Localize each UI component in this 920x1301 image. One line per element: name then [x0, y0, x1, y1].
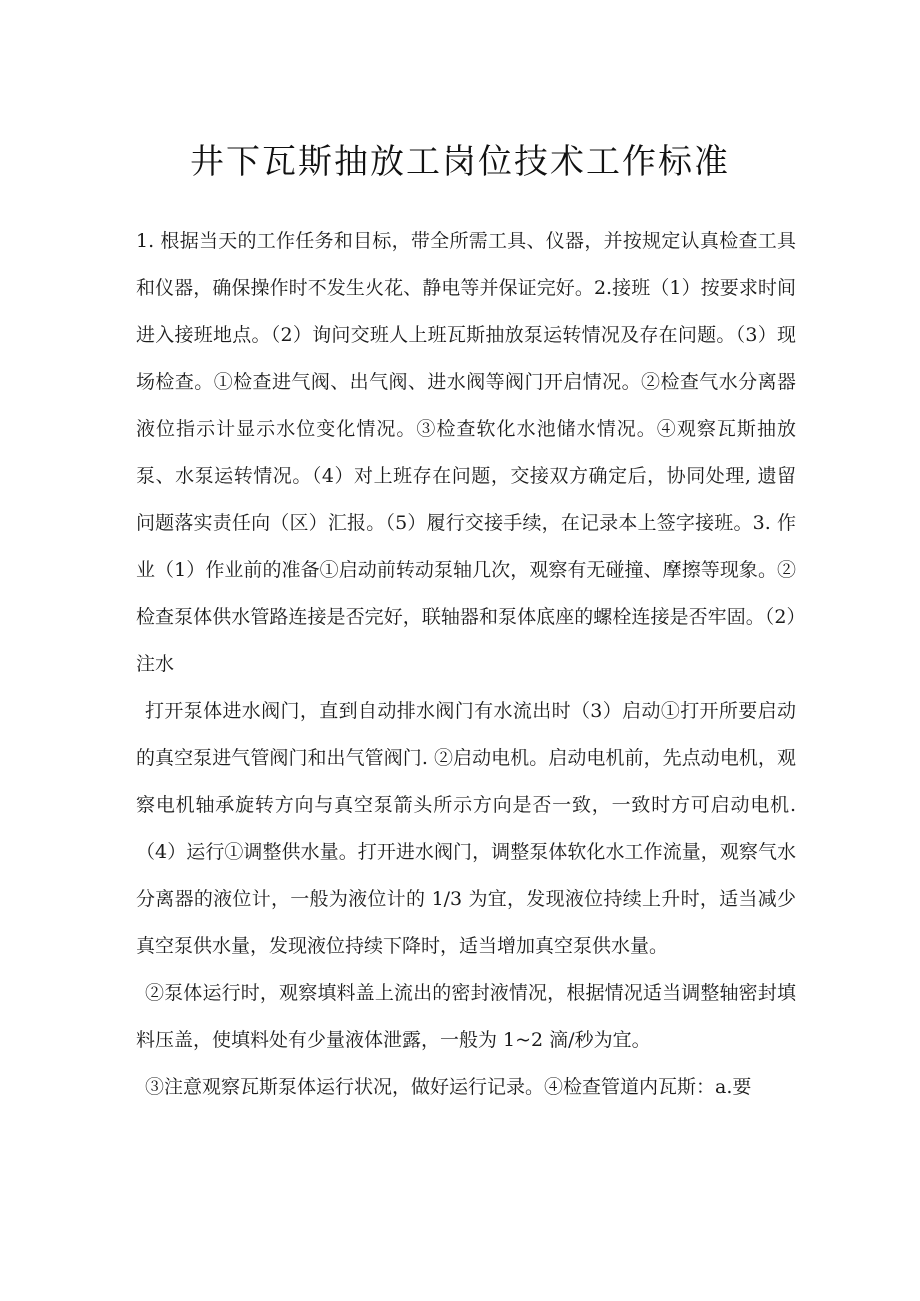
- paragraph-shift-handover: 1. 根据当天的工作任务和目标，带全所需工具、仪器，并按规定认真检查工具和仪器，确保操作时不发生火花、静电等并保证完好。2.接班（1）按要求时间进入接班地点。（2）询问交班人上班瓦斯抽放泵运转情况及存在问题。（3）现场检查。①检查进气阀、出气阀、进水阀等阀门开启情况。②检查气水分离器液位指示计显示水位变化情况。③检查软化水池储水情况。④观察瓦斯抽放泵、水泵运转情况。（4）对上班存在问题，交接双方确定后，协同处理, 遗留问题落实责任向（区）汇报。（5）履行交接手续，在记录本上签字接班。3. 作业（1）作业前的准备①启动前转动泵轴几次，观察有无碰撞、摩擦等现象。②检查泵体供水管路连接是否完好，联轴器和泵体底座的螺栓连接是否牢固。（2）注水: [136, 230, 796, 675]
- document-title: 井下瓦斯抽放工岗位技术工作标准: [190, 142, 730, 182]
- paragraph-startup-operation: 打开泵体进水阀门，直到自动排水阀门有水流出时（3）启动①打开所要启动的真空泵进气管阀门和出气管阀门. ②启动电机。启动电机前，先点动电机，观察电机轴承旋转方向与真空泵箭头所示方向是否一致，一致时方可启动电机.（4）运行①调整供水量。打开进水阀门，调整泵体软化水工作流量，观察气水分离器的液位计，一般为液位计的 1/3 为宜，发现液位持续上升时，适当减少真空泵供水量，发现液位持续下降时，适当增加真空泵供水量。: [136, 700, 796, 957]
- paragraph-monitoring: ③注意观察瓦斯泵体运行状况，做好运行记录。④检查管道内瓦斯：a.要: [145, 1076, 752, 1098]
- paragraph-seal-adjustment: ②泵体运行时，观察填料盖上流出的密封液情况，根据情况适当调整轴密封填料压盖，使填料处有少量液体泄露，一般为 1~2 滴/秒为宜。: [136, 982, 796, 1051]
- document-body: [136, 218, 796, 1111]
